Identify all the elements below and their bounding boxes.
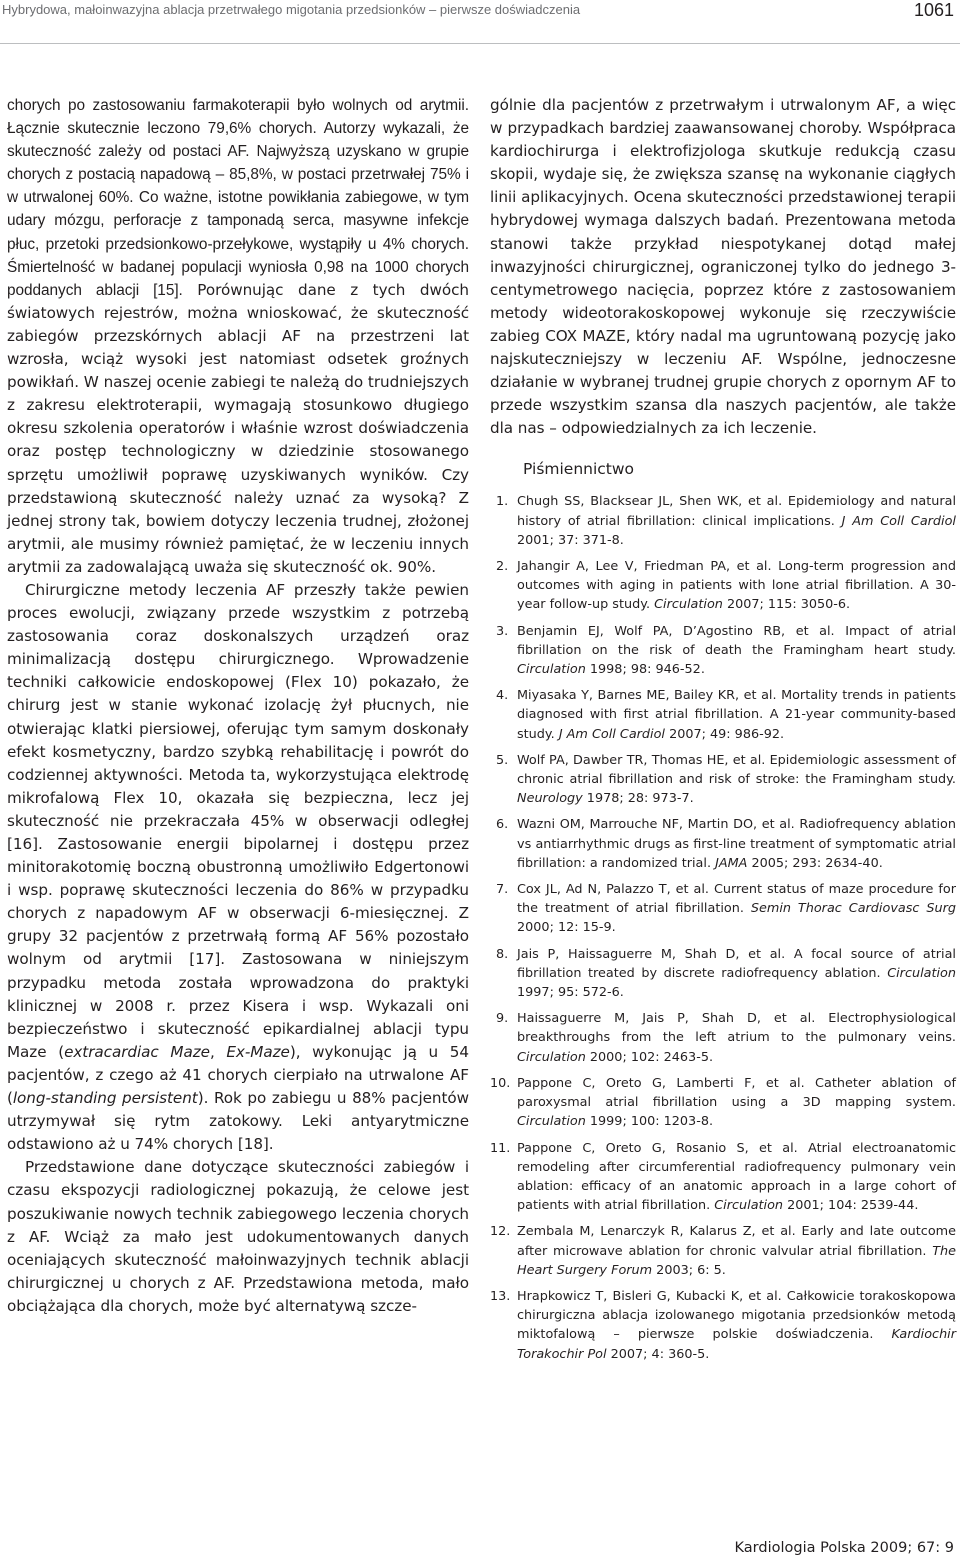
- reference-volume: 2003; 6: 5.: [652, 1262, 726, 1278]
- reference-volume: 2001; 37: 371-8.: [517, 532, 624, 548]
- body-paragraph-1-rest: Porównując dane z tych dwóch światowych rejestrów, można wnioskować, że skuteczność zabiegów przezskórnych ablacji AF na przestrzeni lat wzrosła, wciąż wysoki jest natomiast odsetek groźnych powikłań. W naszej ocenie zabiegi te należą do trudniejszych z zakresu elektroterapii, wymagają stosunkowo długiego okresu szkolenia operatorów i właśnie wzrost doświadczenia oraz postęp technologiczny w dziedzinie stosowanego sprzętu umożliwił poprawę uzyskiwanych wyników. Czy przedstawioną skuteczność należy uznać za wysoką? Z jednej strony tak, bowiem dotyczy leczenia trudnej, złożonej arytmii, ale musimy również pamiętać, że w leczeniu innych arytmii za zadowalającą uważa się skuteczność ok. 90%.: [7, 280, 469, 576]
- reference-number: 6.: [496, 817, 509, 833]
- reference-text: [517, 557, 956, 615]
- reference-journal: J Am Coll Cardiol: [558, 726, 665, 742]
- reference-journal: Circulation: [517, 662, 586, 678]
- reference-journal: Circulation: [517, 1114, 586, 1130]
- reference-citation: Zembala M, Lenarczyk R, Kalarus Z, et al. Early and late outcome after microwave ablation for chronic valvular atrial fibrillation.: [517, 1224, 956, 1259]
- reference-volume: 2000; 102: 2463-5.: [585, 1049, 714, 1065]
- reference-number: 2.: [496, 559, 509, 575]
- reference-journal: JAMA: [715, 855, 748, 871]
- reference-text: [517, 815, 956, 873]
- reference-volume: 2007; 115: 3050-6.: [722, 597, 851, 613]
- reference-item: [490, 1074, 956, 1132]
- p2-sep: ,: [209, 1042, 227, 1061]
- reference-item: [490, 945, 956, 1003]
- reference-item: [490, 557, 956, 615]
- reference-citation: Hrapkowicz T, Bisleri G, Kubacki K, et al. Całkowicie torakoskopowa chirurgiczna ablacja izolowanego migotania przedsionków metodą miktofalową – pierwsze polskie doświadczenia.: [517, 1288, 956, 1343]
- body-paragraph-1-sans-part: chorych po zastosowaniu farmakoterapii było wolnych od arytmii. Łącznie skutecznie leczono 79,6% chorych. Autorzy wykazali, że skuteczność zależy od postaci AF. Najwyższą uzyskano w grupie chorych z postacią napadową – 85,8%, w postaci przetrwałej 75% i w utrwalonej 60%. Co ważne, istotne powikłania zabiegowe, w tym udary mózgu, perforacje z tamponadą serca, masywne infekcje płuc, przetoki przedsionkowo-przełykowe, wystąpiły u 4% chorych. Śmiertelność w badanej populacji wyniosła 0,98 na 1000 chorych poddanych ablacji [15].: [7, 97, 469, 299]
- reference-citation: Cox JL, Ad N, Palazzo T, et al. Current status of maze procedure for the treatment of atrial fibrillation.: [517, 882, 956, 917]
- reference-journal: Circulation: [714, 1198, 784, 1214]
- references-list: [490, 492, 956, 1363]
- reference-citation: Jahangir A, Lee V, Friedman PA, et al. Long-term progression and outcomes with aging in patients with lone atrial fibrillation. A 30-year follow-up study.: [517, 559, 956, 613]
- p2-text-b: ), wykonując ją u 54 pacjentów, z czego aż 41 chorych cierpiało na utrwalone AF (: [7, 1042, 470, 1108]
- p2-italic-longstanding: long-standing persistent: [12, 1089, 198, 1108]
- p2-text-c: ). Rok po zabiegu u 88% pacjentów utrzymywał się rytm zatokowy. Leki antyarytmiczne odstawiono aż u 74% chorych [18].: [7, 1089, 469, 1154]
- reference-number: 11.: [490, 1140, 511, 1156]
- reference-number: 10.: [490, 1075, 511, 1091]
- reference-number: 12.: [490, 1224, 511, 1240]
- reference-item: [490, 1009, 956, 1067]
- reference-item: [490, 686, 956, 744]
- running-header: [0, 0, 960, 44]
- reference-citation: Wazni OM, Marrouche NF, Martin DO, et al. Radiofrequency ablation vs antiarrhythmic drugs as first-line treatment of symptomatic atrial fibrillation: a randomized trial.: [517, 817, 956, 871]
- reference-number: 5.: [496, 752, 509, 768]
- reference-volume: 2005; 293: 2634-40.: [747, 855, 883, 871]
- reference-volume: 2007; 4: 360-5.: [606, 1346, 710, 1362]
- reference-item: [490, 622, 956, 680]
- reference-item: [490, 1139, 956, 1216]
- reference-item: [490, 1222, 956, 1280]
- reference-citation: Chugh SS, Blacksear JL, Shen WK, et al. Epidemiology and natural history of atrial fibrillation: clinical implications.: [517, 494, 956, 529]
- reference-volume: 1997; 95: 572-6.: [517, 985, 624, 1001]
- page-number: 1061: [913, 0, 954, 20]
- journal-footer: Kardiologia Polska 2009; 67: 9: [734, 1540, 954, 1556]
- reference-number: 4.: [496, 688, 509, 704]
- reference-number: 1.: [496, 494, 509, 510]
- reference-journal: J Am Coll Cardiol: [841, 513, 956, 529]
- body-paragraph-1: [7, 94, 469, 579]
- body-paragraph-2: [7, 579, 469, 1156]
- left-column: [7, 94, 469, 1318]
- reference-citation: Benjamin EJ, Wolf PA, D’Agostino RB, et al. Impact of atrial fibrillation on the risk of death the Framingham heart study.: [517, 623, 956, 658]
- reference-text: [517, 492, 956, 550]
- p2-italic-exmaze: Ex-Maze: [226, 1042, 290, 1061]
- references-heading: Piśmiennictwo: [523, 460, 635, 479]
- reference-citation: Haissaguerre M, Jais P, Shah D, et al. Electrophysiological breakthroughs from the left atrium to the pulmonary veins.: [517, 1011, 956, 1046]
- reference-item: [490, 492, 956, 550]
- reference-item: [490, 751, 956, 809]
- reference-number: 7.: [496, 882, 509, 898]
- reference-journal: Circulation: [517, 1049, 586, 1065]
- reference-citation: Miyasaka Y, Barnes ME, Bailey KR, et al. Mortality trends in patients diagnosed with first atrial fibrillation. A 21-year community-based study.: [517, 688, 956, 742]
- reference-journal: Semin Thorac Cardiovasc Surg: [750, 901, 956, 917]
- reference-text: [517, 1222, 956, 1280]
- reference-text: [517, 945, 956, 1003]
- reference-number: 3.: [496, 623, 509, 639]
- reference-text: [517, 1139, 956, 1216]
- reference-number: 9.: [496, 1011, 509, 1027]
- p2-italic-extracardiac: extracardiac Maze: [64, 1042, 210, 1061]
- reference-item: [490, 880, 956, 938]
- reference-text: [517, 751, 956, 809]
- reference-journal: Neurology: [517, 791, 583, 807]
- reference-text: [517, 1009, 956, 1067]
- reference-journal: Circulation: [887, 965, 956, 981]
- reference-volume: 2001; 104: 2539-44.: [783, 1198, 919, 1214]
- right-column: [490, 94, 956, 1371]
- reference-volume: 1998; 98: 946-52.: [585, 662, 705, 678]
- conclusion-paragraph: gólnie dla pacjentów z przetrwałym i utrwalonym AF, a więc w przypadkach bardziej zaawansowanej choroby. Współpraca kardiochirurga i elektrofizjologa skutkuje redukcją czasu skopii, wydaje się, że zwiększa szansę na wykonanie ciągłych linii aplikacyjnych. Ocena skuteczności przedstawionej terapii hybrydowej wymaga dalszych badań. Prezentowana metoda stanowi także przykład niespotykanej dotąd małej inwazyjności chirurgicznej, ograniczonej tylko do jednego 3-centymetrowego nacięcia, poprzez które z zastosowaniem metody wideotorakoskopowej wykonuje się rzeczywiście zabieg COX MAZE, który nadal ma ugruntowaną pozycję jako najskuteczniejszy w leczeniu AF. Wspólne, jednoczesne działanie w wybranej trudnej grupie chorych z opornym AF to przede wszystkim szansa dla naszych pacjentów, ale także dla nas – odpowiedzialnych za ich leczenie.: [490, 96, 956, 438]
- reference-number: 8.: [496, 946, 509, 962]
- reference-text: [517, 1074, 956, 1132]
- reference-text: [517, 1287, 956, 1364]
- reference-volume: 2007; 49: 986-92.: [665, 726, 785, 742]
- reference-journal: Kardiochir Torakochir Pol: [517, 1327, 956, 1362]
- reference-volume: 1978; 28: 973-7.: [582, 791, 694, 807]
- reference-item: [490, 1287, 956, 1364]
- reference-text: [517, 622, 956, 680]
- reference-citation: Jais P, Haissaguerre M, Shah D, et al. A focal source of atrial fibrillation treated by discrete radiofrequency ablation.: [517, 946, 956, 981]
- reference-number: 13.: [490, 1288, 511, 1304]
- reference-journal: The Heart Surgery Forum: [517, 1243, 956, 1278]
- reference-journal: Circulation: [654, 597, 723, 613]
- reference-volume: 1999; 100: 1203-8.: [585, 1114, 714, 1130]
- running-title: Hybrydowa, małoinwazyjna ablacja przetrwałego migotania przedsionków – pierwsze doświadczenia: [2, 2, 581, 17]
- reference-citation: Wolf PA, Dawber TR, Thomas HE, et al. Epidemiologic assessment of chronic atrial fibrillation and risk of stroke: the Framingham study.: [517, 752, 956, 788]
- reference-volume: 2000; 12: 15-9.: [517, 920, 616, 936]
- body-paragraph-3: Przedstawione dane dotyczące skuteczności zabiegów i czasu ekspozycji radiologicznej pokazują, że celowe jest poszukiwanie nowych technik zabiegowego leczenia chorych z AF. Wciąż za mało jest udokumentowanych danych oceniających skuteczność małoinwazyjnych technik ablacji chirurgicznej u chorych z AF. Przedstawiona metoda, mało obciążająca dla chorych, może być alternatywą szcze-: [7, 1158, 469, 1315]
- reference-text: [517, 686, 956, 744]
- p2-text-a: Chirurgiczne metody leczenia AF przeszły także pewien proces ewolucji, związany przede wszystkim z potrzebą zastosowania coraz doskonalszych urządzeń oraz minimalizacją dostępu chirurgicznego. Wprowadzenie techniki całkowicie endoskopowej (Flex 10) pokazało, że chirurg jest w stanie wykonać izolację żył płucnych, nie otwierając klatki piersiowej, oferując tym samym doskonały efekt kosmetyczny, bardzo szybką rehabilitację i powrót do codziennej aktywności. Metoda ta, wykorzystująca elektrodę mikrofalową Flex 10, okazała się bezpieczna, lecz jej skuteczność nie przekraczała 45% w obserwacji odległej [16]. Zastosowanie energii bipolarnej i dostępu przez minitorakotomię boczną obustronną umożliwiło Edgertonowi i wsp. poprawę skuteczności leczenia do 86% w przypadku chorych z napadowym AF w obserwacji 6-miesięcznej. Z grupy 32 pacjentów z przetrwałą formą AF 56% pozostało wolnym od arytmii [17]. Zastosowana w niniejszym przypadku metoda została wprowadzona do praktyki klinicznej w 2008 r. przez Kisera i wsp. Wykazali oni bezpieczeństwo i skuteczność epikardialnej ablacji typu Maze (: [7, 580, 469, 1061]
- reference-citation: Pappone C, Oreto G, Rosanio S, et al. Atrial electroanatomic remodeling after circumferential radiofrequency pulmonary vein ablation: efficacy of an anatomic approach in a large cohort of patients with atrial fibrillation.: [517, 1140, 956, 1214]
- reference-text: [517, 880, 956, 938]
- reference-item: [490, 815, 956, 873]
- reference-citation: Pappone C, Oreto G, Lamberti F, et al. Catheter ablation of paroxysmal atrial fibrillation using a 3D mapping system.: [517, 1075, 956, 1111]
